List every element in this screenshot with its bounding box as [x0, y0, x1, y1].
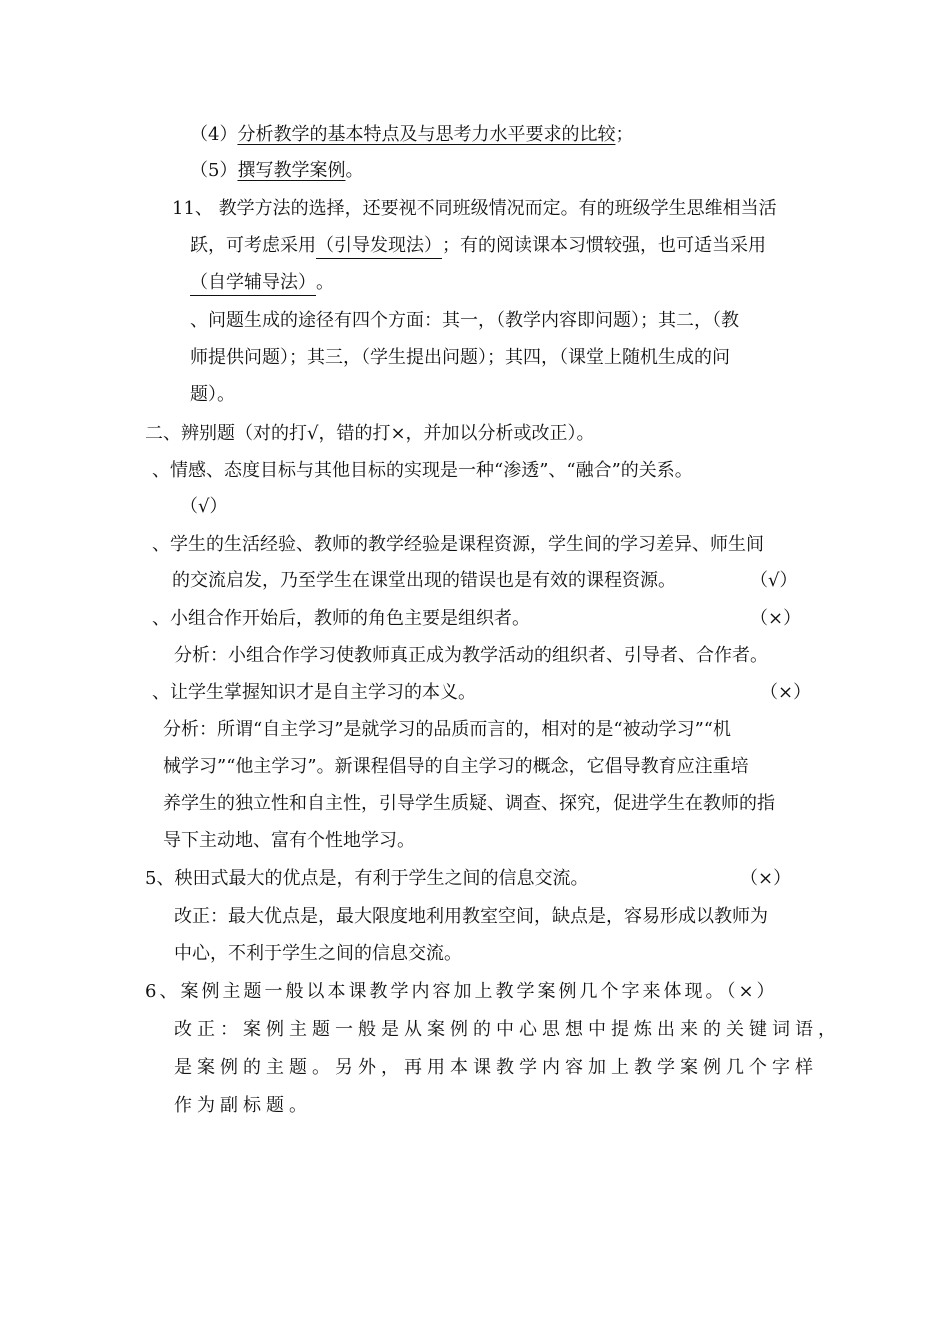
judge-1-mark: （√）	[180, 496, 228, 517]
judge-6-correction-line-1: 改正：案例主题一般是从案例的中心思想中提炼出来的关键词语，	[174, 1019, 841, 1040]
judge-4-analysis-line-2: 械学习”“他主学习”。新课程倡导的自主学习的概念，它倡导教育应注重培	[163, 756, 749, 777]
question-12-line-2: 师提供问题）；其三，（学生提出问题）；其四，（课堂上随机生成的问	[190, 347, 730, 368]
judge-3-analysis: 分析：小组合作学习使教师真正成为教学活动的组织者、引导者、合作者。	[174, 645, 768, 666]
judge-6-correction-line-3: 作为副标题。	[174, 1095, 312, 1116]
question-11-line-3	[190, 270, 334, 296]
judge-5-correction-line-1: 改正：最大优点是，最大限度地利用教室空间，缺点是，容易形成以教师为	[174, 906, 768, 927]
question-11-line-2	[190, 233, 766, 259]
question-12-line-1: 、问题生成的途径有四个方面：其一，（教学内容即问题）；其二，（教	[190, 310, 739, 331]
judge-5-correction-line-2: 中心，不利于学生之间的信息交流。	[174, 943, 462, 964]
question-11-line-1: 11、 教学方法的选择，还要视不同班级情况而定。有的班级学生思维相当活	[172, 198, 777, 219]
judge-2-statement-line-1: 、学生的生活经验、教师的教学经验是课程资源，学生间的学习差异、师生间	[152, 534, 764, 555]
item-5	[190, 158, 363, 184]
judge-1-statement: 、情感、态度目标与其他目标的实现是一种“渗透”、“融合”的关系。	[152, 460, 693, 481]
judge-5-mark: （×）	[740, 868, 792, 889]
item-4-text: 分析教学的基本特点及与思考力水平要求的比较	[237, 124, 616, 145]
judge-4-mark: （×）	[760, 682, 812, 703]
judge-3-mark: （×）	[750, 608, 802, 629]
judge-6-correction-line-2: 是案例的主题。另外，再用本课教学内容加上教学案例几个字样	[174, 1057, 818, 1078]
judge-3-statement: 、小组合作开始后，教师的角色主要是组织者。	[152, 608, 530, 629]
question-11-text-b: ；有的阅读课本习惯较强，也可适当采用	[442, 235, 766, 256]
item-4-punct: ；	[615, 124, 634, 145]
judge-4-statement: 、让学生掌握知识才是自主学习的本义。	[152, 682, 476, 703]
item-4	[190, 122, 633, 148]
section-2-title: 二、辨别题（对的打√，错的打×，并加以分析或改正）。	[145, 423, 595, 444]
judge-4-analysis-line-1: 分析：所谓“自主学习”是就学习的品质而言的，相对的是“被动学习”“机	[163, 719, 732, 740]
item-5-number: （5）	[190, 160, 238, 181]
judge-4-analysis-line-3: 养学生的独立性和自主性，引导学生质疑、调查、探究，促进学生在教师的指	[163, 793, 775, 814]
judge-2-statement-line-2: 的交流启发，乃至学生在课堂出现的错误也是有效的课程资源。	[172, 570, 676, 591]
question-12-line-3: 题）。	[190, 384, 235, 405]
judge-2-mark: （√）	[750, 570, 798, 591]
question-11-punct: 。	[316, 272, 334, 293]
item-4-number: （4）	[190, 124, 238, 145]
item-5-punct: 。	[345, 160, 364, 181]
item-5-text: 撰写教学案例	[237, 160, 346, 181]
answer-blank-guided-discovery: （引导发现法）	[316, 234, 442, 259]
answer-blank-self-study: （自学辅导法）	[190, 271, 316, 296]
judge-6-statement: 6、案例主题一般以本课教学内容加上教学案例几个字来体现。（×）	[145, 981, 778, 1002]
judge-5-statement: 5、秧田式最大的优点是，有利于学生之间的信息交流。	[145, 868, 589, 889]
question-11-text-a: 跃，可考虑采用	[190, 235, 316, 256]
judge-4-analysis-line-4: 导下主动地、富有个性地学习。	[163, 830, 415, 851]
